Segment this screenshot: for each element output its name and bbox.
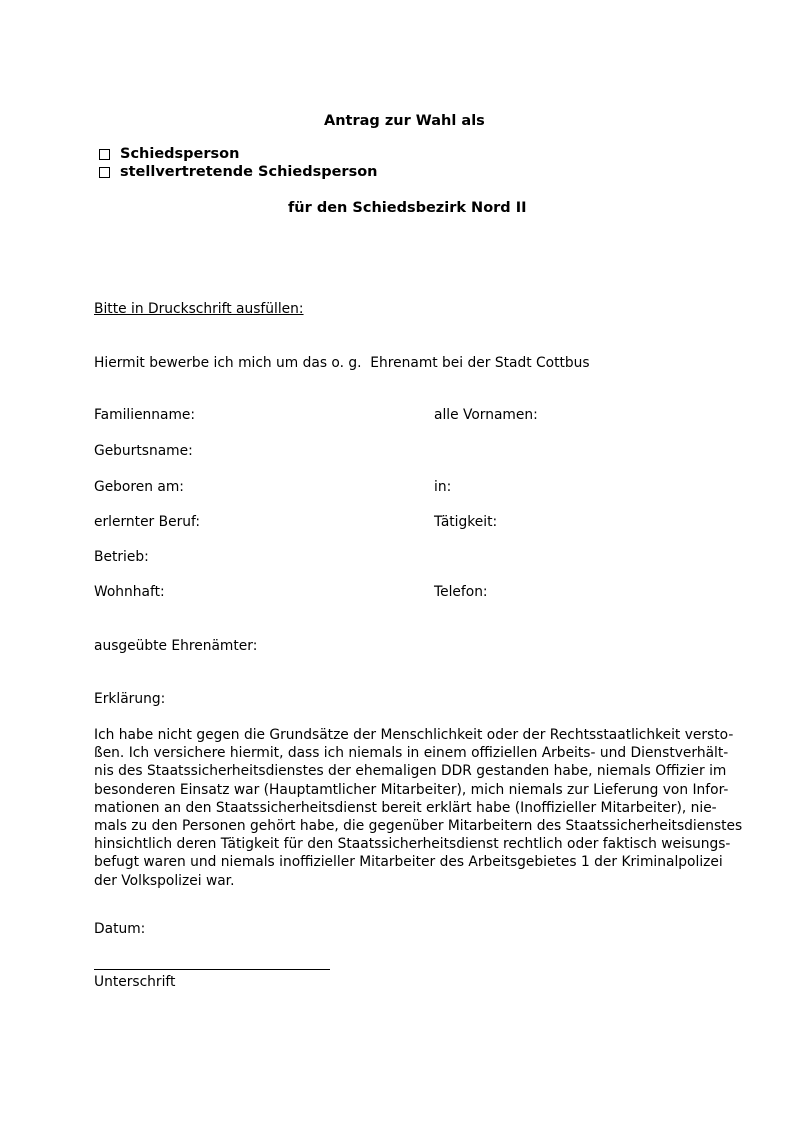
option-label: stellvertretende Schiedsperson [120,164,378,180]
field-family-name-label: Familienname: [94,407,196,423]
field-birth-name-label: Geburtsname: [94,443,193,459]
form-title: Antrag zur Wahl als [324,113,485,129]
option-schiedsperson[interactable] [99,146,239,162]
field-born-in-label: in: [434,479,452,495]
declaration-line: ßen. Ich versichere hiermit, dass ich niemals in einem offiziellen Arbeits- und Dienstverhält- [94,745,729,762]
checkbox-icon[interactable] [99,149,110,160]
declaration-line: Ich habe nicht gegen die Grundsätze der Menschlichkeit oder der Rechtsstaatlichkeit versto- [94,727,734,743]
signature-line [94,969,330,970]
field-occupation-label: Tätigkeit: [434,514,498,530]
declaration-body [94,726,743,890]
field-honorary-label: ausgeübte Ehrenämter: [94,638,258,654]
field-phone-label: Telefon: [434,584,488,600]
declaration-line: hinsichtlich deren Tätigkeit für den Staatssicherheitsdienst rechtlich oder faktisch weisungs- [94,836,731,853]
option-stellvertretende-schiedsperson[interactable] [99,164,378,180]
district-heading: für den Schiedsbezirk Nord II [288,200,527,216]
field-first-names-label: alle Vornamen: [434,407,538,423]
field-born-on-label: Geboren am: [94,479,184,495]
declaration-line: nis des Staatssicherheitsdienstes der ehemaligen DDR gestanden habe, niemals Offizier im [94,763,727,780]
declaration-line: der Volkspolizei war. [94,872,235,889]
field-residence-label: Wohnhaft: [94,584,165,600]
instruction-text: Bitte in Druckschrift ausfüllen: [94,301,304,317]
intro-text: Hiermit bewerbe ich mich um das o. g. Ehrenamt bei der Stadt Cottbus [94,355,590,371]
declaration-line: besonderen Einsatz war (Hauptamtlicher Mitarbeiter), mich niemals zur Lieferung von Infor- [94,781,729,798]
declaration-line: mationen an den Staatssicherheitsdienst bereit erklärt habe (Inoffizieller Mitarbeiter), nie- [94,799,717,816]
date-label: Datum: [94,921,146,937]
checkbox-icon[interactable] [99,167,110,178]
signature-label: Unterschrift [94,974,176,990]
option-label: Schiedsperson [120,146,240,162]
field-company-label: Betrieb: [94,549,149,565]
declaration-line: mals zu den Personen gehört habe, die gegenüber Mitarbeitern des Staatssicherheitsdienstes [94,818,743,835]
declaration-line: befugt waren und niemals inoffizieller Mitarbeiter des Arbeitsgebietes 1 der Kriminalpolizei [94,854,723,871]
field-profession-label: erlernter Beruf: [94,514,200,530]
declaration-heading: Erklärung: [94,691,166,707]
